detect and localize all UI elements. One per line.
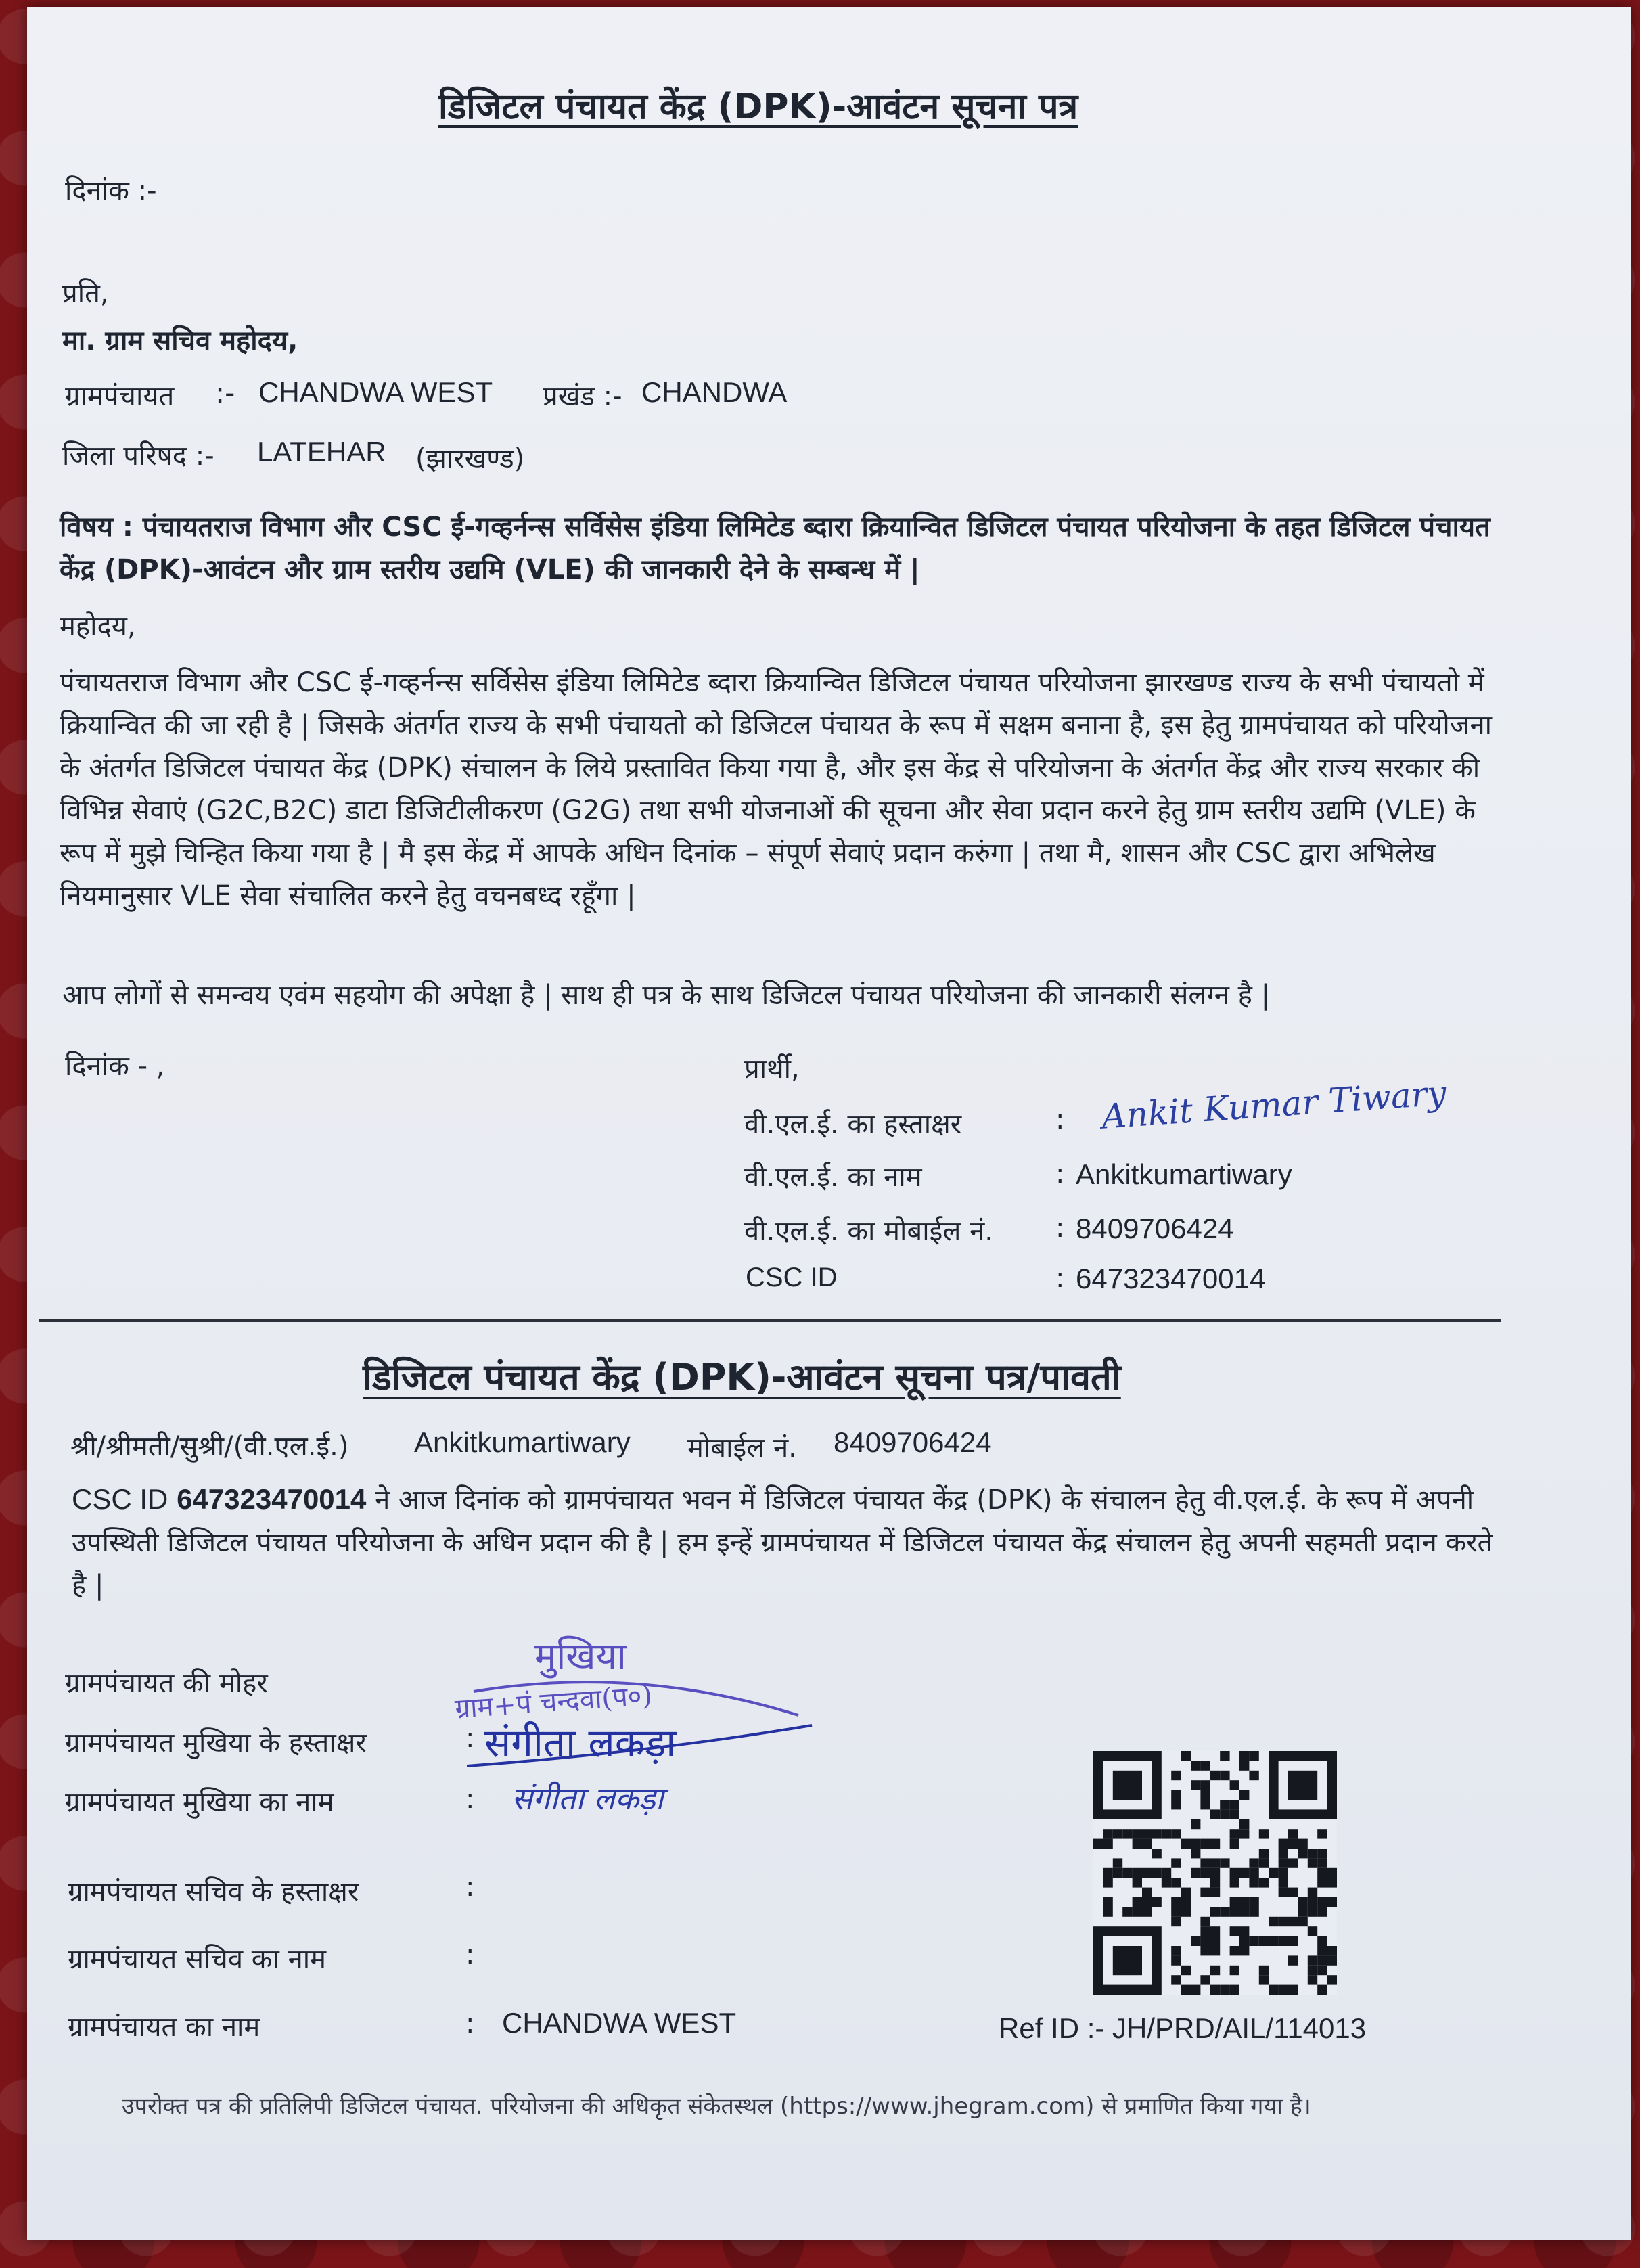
- receipt-name-value: Ankitkumartiwary: [414, 1426, 631, 1458]
- gram-panchayat-stamp-line: ग्राम+पं चन्दवा(प०): [453, 1679, 654, 1725]
- secretary-name-label: ग्रामपंचायत सचिव का नाम: [68, 1944, 327, 1975]
- district-state: (झारखण्ड): [415, 443, 525, 474]
- receipt-mobile-value: 8409706424: [834, 1426, 992, 1458]
- date-label: दिनांक :-: [65, 175, 157, 206]
- receipt-mobile-label: मोबाईल नं.: [687, 1432, 797, 1464]
- receipt-csc-label: CSC ID: [72, 1483, 168, 1515]
- vle-signature-label: वी.एल.ई. का हस्ताक्षर: [744, 1109, 962, 1140]
- gp-seal-label: ग्रामपंचायत की मोहर: [65, 1668, 268, 1699]
- mukhiya-name-handwritten: संगीता लकड़ा: [511, 1780, 664, 1817]
- ref-id: Ref ID :- JH/PRD/AIL/114013: [999, 2012, 1367, 2044]
- receipt-text: ने आज दिनांक को ग्रामपंचायत भवन में डिजिटल पंचायत केंद्र (DPK) के संचालन हेतु वी.एल.ई. के रूप में अपनी उपस्थिती डिजिटल पंचायत परियोजना के अधिन प्रदान की है | हम इन्हें ग्रामपंचायत में डिजिटल पंचायत केंद्र संचालन हेतु अपनी सहमती प्रदान करते है |: [72, 1484, 1493, 1601]
- secretary-signature-sep: :: [465, 1872, 475, 1903]
- vle-mobile-label: वी.एल.ई. का मोबाईल नं.: [744, 1216, 994, 1247]
- vle-signature: Ankit Kumar Tiwary: [1100, 1073, 1448, 1137]
- vle-signature-sep: :: [1055, 1104, 1065, 1135]
- district-value: LATEHAR: [257, 436, 386, 468]
- receipt-title: डिजिटल पंचायत केंद्र (DPK)-आवंटन सूचना पत्र/पावती: [363, 1356, 1121, 1399]
- secretary-name-sep: :: [465, 1939, 475, 1970]
- gp-name-sep: :: [465, 2008, 475, 2039]
- applicant-label: प्रार्थी,: [744, 1053, 800, 1085]
- vle-mobile-value: 8409706424: [1076, 1212, 1234, 1244]
- subject-paragraph: विषय : पंचायतराज विभाग और CSC ई-गव्हर्नन्स सर्विसेस इंडिया लिमिटेड ब्दारा क्रियान्वित डिजिटल पंचायत परियोजना के तहत डिजिटल पंचायत केंद्र (DPK)-आवंटन और ग्राम स्तरीय उद्यमि (VLE) की जानकारी देने के सम्बन्ध में |: [60, 512, 1490, 585]
- gram-panchayat-sep: :-: [215, 376, 235, 409]
- gp-name-label: ग्रामपंचायत का नाम: [68, 2012, 260, 2043]
- closing-paragraph: आप लोगों से समन्वय एवंम सहयोग की अपेक्षा है | साथ ही पत्र के साथ डिजिटल पंचायत परियोजना की जानकारी संलग्न है |: [62, 980, 1271, 1011]
- receipt-paragraph: [72, 1478, 1506, 1607]
- mukhiya-signature-label: ग्रामपंचायत मुखिया के हस्ताक्षर: [65, 1727, 367, 1759]
- gram-panchayat-label: ग्रामपंचायत: [65, 381, 175, 412]
- vle-name-sep: :: [1055, 1158, 1065, 1189]
- district-label: जिला परिषद :-: [62, 440, 214, 472]
- mukhiya-signature-sep: :: [465, 1723, 475, 1754]
- body-paragraph: पंचायतराज विभाग और CSC ई-गव्हर्नन्स सर्विसेस इंडिया लिमिटेड ब्दारा क्रियान्वित डिजिटल पंचायत परियोजना झारखण्ड राज्य के सभी पंचायतो में क्रियान्वित की जा रही है | जिसके अंतर्गत राज्य के सभी पंचायतो को डिजिटल पंचायत के रूप में सक्षम बनाना है, इस हेतु ग्रामपंचायत को परियोजना के अंतर्गत डिजिटल पंचायत केंद्र (DPK) संचालन के लिये प्रस्तावित किया गया है, और इस केंद्र से परियोजना के अंतर्गत केंद्र और राज्य सरकार की विभिन्न सेवाएं (G2C,B2C) डाटा डिजिटीलीकरण (G2G) तथा सभी योजनाओं की सूचना और सेवा प्रदान करने हेतु ग्राम स्तरीय उद्यमि (VLE) के रूप में मुझे चिन्हित किया गया है | मै इस केंद्र में आपके अधिन दिनांक – संपूर्ण सेवाएं प्रदान करुंगा | तथा मै, शासन और CSC द्वारा अभिलेख नियमानुसार VLE सेवा संचालित करने हेतु वचनबध्द रहूँगा |: [60, 667, 1493, 911]
- csc-id-value: 647323470014: [1076, 1263, 1266, 1294]
- footer-note: उपरोक्त पत्र की प्रतिलिपी डिजिटल पंचायत. परियोजना की अधिकृत संकेतस्थल (https://www.jhegram.com) से प्रमाणित किया गया है।: [122, 2093, 1311, 2120]
- vle-name-value: Ankitkumartiwary: [1076, 1158, 1292, 1190]
- recipient-line: मा. ग्राम सचिव महोदय,: [62, 325, 298, 357]
- gram-panchayat-value: CHANDWA WEST: [258, 376, 493, 408]
- gp-name-value: CHANDWA WEST: [502, 2007, 737, 2039]
- receipt-name-prefix: श्री/श्रीमती/सुश्री/(वी.एल.ई.): [70, 1431, 349, 1462]
- csc-id-label: CSC ID: [746, 1263, 838, 1292]
- csc-id-sep: :: [1055, 1263, 1065, 1294]
- section-divider: [39, 1319, 1501, 1322]
- document-title: डिजिटल पंचायत केंद्र (DPK)-आवंटन सूचना पत्र: [438, 87, 1078, 127]
- mukhiya-signature: संगीता लकड़ा: [484, 1720, 677, 1766]
- mukhiya-stamp-word: मुखिया: [534, 1635, 627, 1677]
- stamp-flourish: [447, 1651, 825, 1786]
- mukhiya-name-sep: :: [465, 1784, 475, 1815]
- block-label: प्रखंड :-: [543, 381, 622, 412]
- receipt-csc-value: 647323470014: [177, 1483, 367, 1515]
- vle-name-label: वी.एल.ई. का नाम: [744, 1162, 922, 1193]
- qr-code: [1093, 1751, 1337, 1995]
- secretary-signature-label: ग्रामपंचायत सचिव के हस्ताक्षर: [68, 1876, 359, 1907]
- mukhiya-name-label: ग्रामपंचायत मुखिया का नाम: [65, 1787, 334, 1818]
- block-value: CHANDWA: [641, 376, 788, 408]
- salutation: महोदय,: [60, 611, 136, 642]
- vle-mobile-sep: :: [1055, 1212, 1065, 1244]
- prati-label: प्रति,: [62, 278, 109, 309]
- sign-date-label: दिनांक - ,: [65, 1051, 165, 1082]
